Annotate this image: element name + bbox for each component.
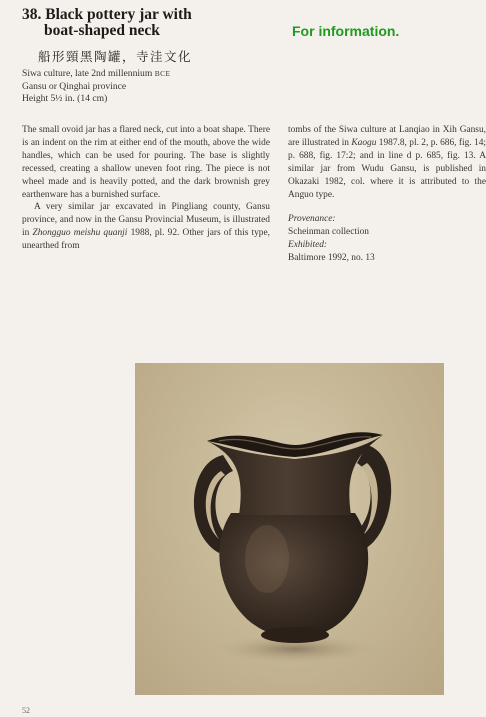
jar-illustration [135,363,444,695]
page-number: 52 [22,706,30,715]
title-line-1: Black pottery jar with [45,6,192,23]
height-line: Height 5½ in. (14 cm) [22,93,108,105]
province-line: Gansu or Qinghai province [22,80,127,92]
provenance-value: Scheinman collection [288,227,369,238]
culture-line [22,68,282,81]
description-left-column [22,124,270,253]
culture-era: BCE [154,69,171,78]
description-paragraph-1: The small ovoid jar has a flared neck, cut into a boat shape. There is an indent on the rim at either end of the mouth, above the wide handles, which can be used for pouring. The base is slightly recessed, creating a shallow uneven foot ring. The piece is not wheel made and is heavily potted, and the dark brownish grey earthenware has a burnished surface. [22,125,270,200]
paragraph-2-start: A very similar jar excavated in Pingliang county, Gansu province, and now in the Gansu Provincial Museum, is illustrated in [22,202,270,239]
culture-text: Siwa culture, late 2nd millennium [22,68,153,79]
chinese-title: 船形頸黑陶罐，寺洼文化 [38,49,193,64]
exhibited-label: Exhibited: [288,240,328,251]
right-text-reference: Kaogu [351,137,377,148]
right-text-end: 1987.8, pl. 2, p. 686, fig. 14; p. 688, fig. 17:2; and in line d p. 685, fig. 13. A similar jar from Wudu Gansu, is published in Okazaki 1982, col. where it is attributed to the Anguo type. [288,137,486,200]
entry-number: 38. [22,6,42,23]
paragraph-2-reference: Zhongguo meishu quanji [32,228,128,239]
right-text-start: tombs of the Siwa culture at Lanqiao in Xih Gansu, are illustrated in [288,125,486,148]
exhibited-value: Baltimore 1992, no. 13 [288,253,375,264]
provenance-label: Provenance: [288,214,336,225]
jar-photograph [135,363,444,695]
description-right-column [288,124,486,265]
title-line-2: boat-shaped neck [44,22,160,39]
information-badge: For information. [292,23,400,39]
description-paragraph-2 [22,201,270,253]
right-column-text [288,124,486,201]
object-metadata [22,68,282,106]
entry-title [22,7,272,39]
paragraph-2-end: 1988, pl. 92. Other jars of this type, unearthed from [22,228,271,252]
